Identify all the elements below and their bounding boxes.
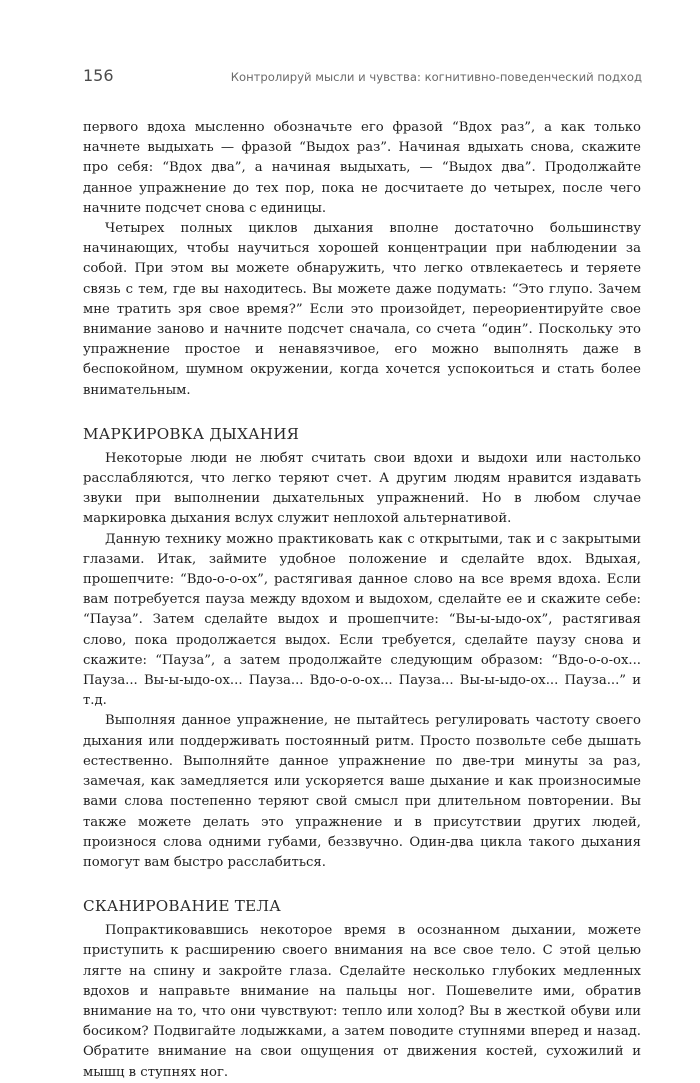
paragraph: Выполняя данное упражнение, не пытайтесь регулировать частоту своего дыхания или поддерживать постоянный ритм. Просто позвольте себе дышать естественно. Выполняйте данное упражнение по две-три минуты за раз, замечая, как замедляется или ускоряется ваше дыхание и как произносимые вами слова постепенно теряют свой смысл при длительном повторении. Вы также можете делать это упражнение и в присутствии других людей, произнося слова одними губами, беззвучно. Один-два цикла такого дыхания помогут вам быстро расслабиться. [83,713,641,870]
paragraph: Некоторые люди не любят считать свои вдохи и выдохи или настолько расслабляются, что легко теряют счет. А другим людям нравится издавать звуки при выполнении дыхательных упражнений. Но в любом случае маркировка дыхания вслух служит неплохой альтернативой. [83,450,641,527]
running-header [83,66,642,90]
page-number: 156 [83,66,114,85]
page-body [83,118,641,1083]
paragraph: Данную технику можно практиковать как с открытыми, так и с закрытыми глазами. Итак, займите удобное положение и сделайте вдох. Вдыхая, прошепчите: “Вдо-о-о-ох”, растягивая данное слово на все время вдоха. Если вам потребуется пауза между вдохом и выдохом, сделайте ее и скажите себе: “Пауза”. Затем сделайте выдох и прошепчите: “Вы-ы-ыдо-ох”, растягивая слово, пока продолжается выдох. Если требуется, сделайте паузу снова и скажите: “Пауза”, а затем продолжайте следующим образом: “Вдо-о-о-ох... Пауза... Вы-ы-ыдо-ох... Пауза... Вдо-о-о-ох... Пауза... Вы-ы-ыдо-ох... Пауза...” и т.д. [83,531,641,709]
paragraph: Попрактиковавшись некоторое время в осознанном дыхании, можете приступить к расширению своего внимания на все свое тело. С этой целью лягте на спину и закройте глаза. Сделайте несколько глубоких медленных вдохов и направьте внимание на пальцы ног. Пошевелите ими, обратив внимание на то, что они чувствуют: тепло или холод? Вы в жесткой обуви или босиком? Подвигайте лодыжками, а затем поводите ступнями вперед и назад. Обратите внимание на свои ощущения от движения костей, сухожилий и мышц в ступнях ног. [83,923,641,1080]
paragraph: Четырех полных циклов дыхания вполне достаточно большинству начинающих, чтобы научиться хорошей концентрации при наблюдении за собой. При этом вы можете обнаружить, что легко отвлекаетесь и теряете связь с тем, где вы находитесь. Вы можете даже подумать: “Это глупо. Зачем мне тратить зря свое время?” Если это произойдет, переориентируйте свое внимание заново и начните подсчет сначала, со счета “один”. Поскольку это упражнение простое и ненавязчивое, его можно выполнять даже в беспокойном, шумном окружении, когда хочется успокоиться и стать более внимательным. [83,221,641,398]
paragraph: первого вдоха мысленно обозначьте его фразой “Вдох раз”, а как только начнете выдыхать — фразой “Выдох раз”. Начиная вдыхать снова, скажите про себя: “Вдох два”, а начиная выдыхать, — “Выдох два”. Продолжайте данное упражнение до тех пор, пока не досчитаете до четырех, после чего начните подсчет снова с единицы. [83,120,641,216]
section-heading-breath-labeling: МАРКИРОВКА ДЫХАНИЯ [83,424,300,443]
section-heading-body-scan: СКАНИРОВАНИЕ ТЕЛА [83,897,281,916]
running-title: Контролируй мысли и чувства: когнитивно-поведенческий подход [230,70,642,84]
